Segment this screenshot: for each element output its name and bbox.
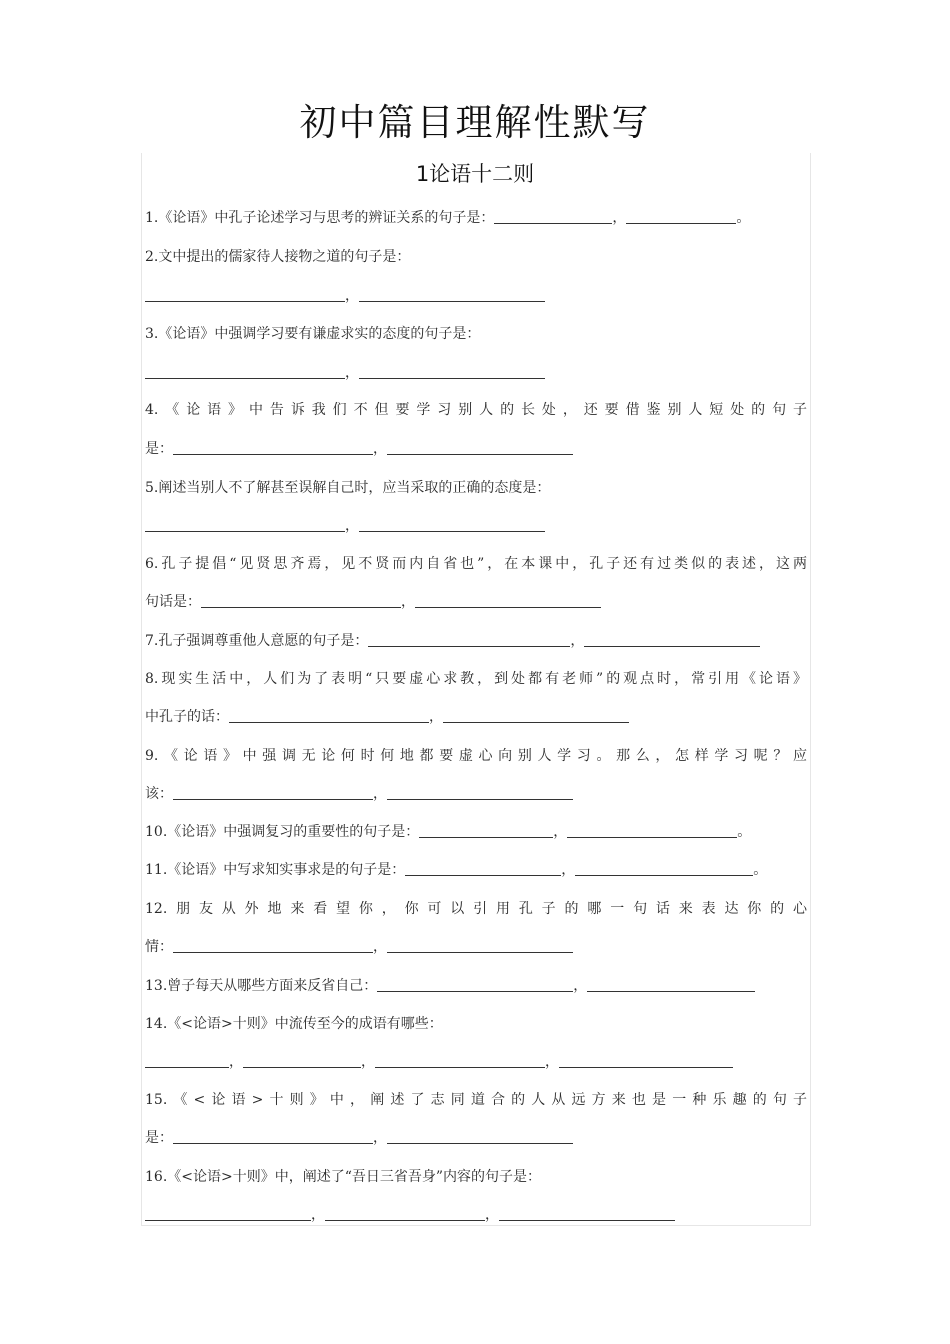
question-text: 11.《论语》中写求知实事求是的句子是：	[145, 862, 406, 878]
answer-blank[interactable]	[359, 364, 545, 379]
question-text: 13.曾子每天从哪些方面来反省自己：	[145, 978, 378, 994]
answer-line: ，	[145, 363, 807, 383]
answer-blank[interactable]	[626, 209, 736, 224]
question-text: 3.《论语》中强调学习要有谦虚求实的态度的句子是：	[145, 326, 481, 342]
answer-blank[interactable]	[229, 708, 429, 723]
answer-blank[interactable]	[145, 364, 345, 379]
answer-blank[interactable]	[145, 1053, 229, 1068]
question-text: 9.《论语》中强调无论何时何地都要虚心向别人学习。那么，怎样学习呢？应	[145, 748, 807, 764]
question-15	[145, 1090, 807, 1110]
question-text: 15.《<论语>十则》中，阐述了志同道合的人从远方来也是一种乐趣的句子	[145, 1092, 807, 1108]
answer-blank[interactable]	[587, 977, 755, 992]
answer-line: 是： ，	[145, 439, 807, 459]
answer-blank[interactable]	[201, 593, 401, 608]
answer-blank[interactable]	[359, 517, 545, 532]
answer-blank[interactable]	[419, 823, 553, 838]
answer-blank[interactable]	[145, 287, 345, 302]
question-9	[145, 746, 807, 766]
answer-blank[interactable]	[243, 1053, 361, 1068]
question-2	[145, 247, 807, 267]
question-text: 5.阐述当别人不了解甚至误解自己时，应当采取的正确的态度是：	[145, 480, 551, 496]
question-text: 12.朋友从外地来看望你，你可以引用孔子的哪一句话来表达你的心	[145, 901, 807, 917]
answer-blank[interactable]	[173, 938, 373, 953]
question-8	[145, 669, 807, 689]
answer-line: ，	[145, 516, 807, 536]
answer-blank[interactable]	[387, 1129, 573, 1144]
question-text: 8.现实生活中，人们为了表明“只要虚心求教，到处都有老师”的观点时，常引用《论语》	[145, 671, 807, 687]
answer-blank[interactable]	[575, 861, 753, 876]
answer-blank[interactable]	[387, 440, 573, 455]
question-10: 10.《论语》中强调复习的重要性的句子是： ， 。	[145, 824, 752, 840]
question-text: 14.《<论语>十则》中流传至今的成语有哪些：	[145, 1016, 443, 1032]
question-4	[145, 400, 807, 420]
question-5	[145, 478, 807, 498]
answer-blank[interactable]	[145, 517, 345, 532]
answer-line: ，	[145, 286, 807, 306]
answer-blank[interactable]	[499, 1206, 675, 1221]
question-text: 6.孔子提倡“见贤思齐焉，见不贤而内自省也”，在本课中，孔子还有过类似的表述，这两	[145, 556, 807, 572]
answer-blank[interactable]	[173, 1129, 373, 1144]
answer-blank[interactable]	[584, 632, 760, 647]
question-3	[145, 324, 807, 344]
question-12	[145, 899, 807, 919]
document-title: 初中篇目理解性默写	[299, 101, 651, 144]
answer-blank[interactable]	[173, 440, 373, 455]
question-14	[145, 1014, 807, 1034]
answer-line: 中孔子的话： ，	[145, 707, 807, 727]
answer-blank[interactable]	[377, 977, 573, 992]
answer-line: 是： ，	[145, 1128, 807, 1148]
question-text: 1.《论语》中孔子论述学习与思考的辨证关系的句子是：	[145, 210, 495, 226]
question-16	[145, 1167, 807, 1187]
question-13: 13.曾子每天从哪些方面来反省自己： ，	[145, 976, 807, 996]
answer-blank[interactable]	[387, 938, 573, 953]
question-text: 7.孔子强调尊重他人意愿的句子是：	[145, 633, 369, 649]
answer-blank[interactable]	[145, 1206, 311, 1221]
question-6	[145, 554, 807, 574]
answer-blank[interactable]	[405, 861, 561, 876]
answer-blank[interactable]	[359, 287, 545, 302]
question-11: 11.《论语》中写求知实事求是的句子是： ， 。	[145, 862, 768, 878]
answer-blank[interactable]	[415, 593, 601, 608]
answer-blank[interactable]	[494, 209, 612, 224]
answer-blank[interactable]	[567, 823, 737, 838]
question-text: 16.《<论语>十则》中，阐述了“吾日三省吾身”内容的句子是：	[145, 1169, 542, 1185]
answer-line: ， ，	[145, 1205, 807, 1225]
answer-blank[interactable]	[325, 1206, 485, 1221]
answer-blank[interactable]	[173, 785, 373, 800]
question-text: 10.《论语》中强调复习的重要性的句子是：	[145, 824, 420, 840]
answer-blank[interactable]	[559, 1053, 733, 1068]
answer-line: 该： ，	[145, 784, 807, 804]
question-text: 2.文中提出的儒家待人接物之道的句子是：	[145, 249, 411, 265]
question-7: 7.孔子强调尊重他人意愿的句子是： ，	[145, 631, 807, 651]
answer-blank[interactable]	[368, 632, 570, 647]
question-1: 1.《论语》中孔子论述学习与思考的辨证关系的句子是： ， 。	[145, 210, 751, 226]
answer-line: ， ， ，	[145, 1052, 807, 1072]
answer-blank[interactable]	[443, 708, 629, 723]
answer-blank[interactable]	[387, 785, 573, 800]
answer-blank[interactable]	[375, 1053, 545, 1068]
answer-line: 句话是： ，	[145, 592, 807, 612]
section-title: 1论语十二则	[415, 162, 535, 186]
answer-line: 情： ，	[145, 937, 807, 957]
question-text: 4.《论语》中告诉我们不但要学习别人的长处，还要借鉴别人短处的句子	[145, 402, 807, 418]
